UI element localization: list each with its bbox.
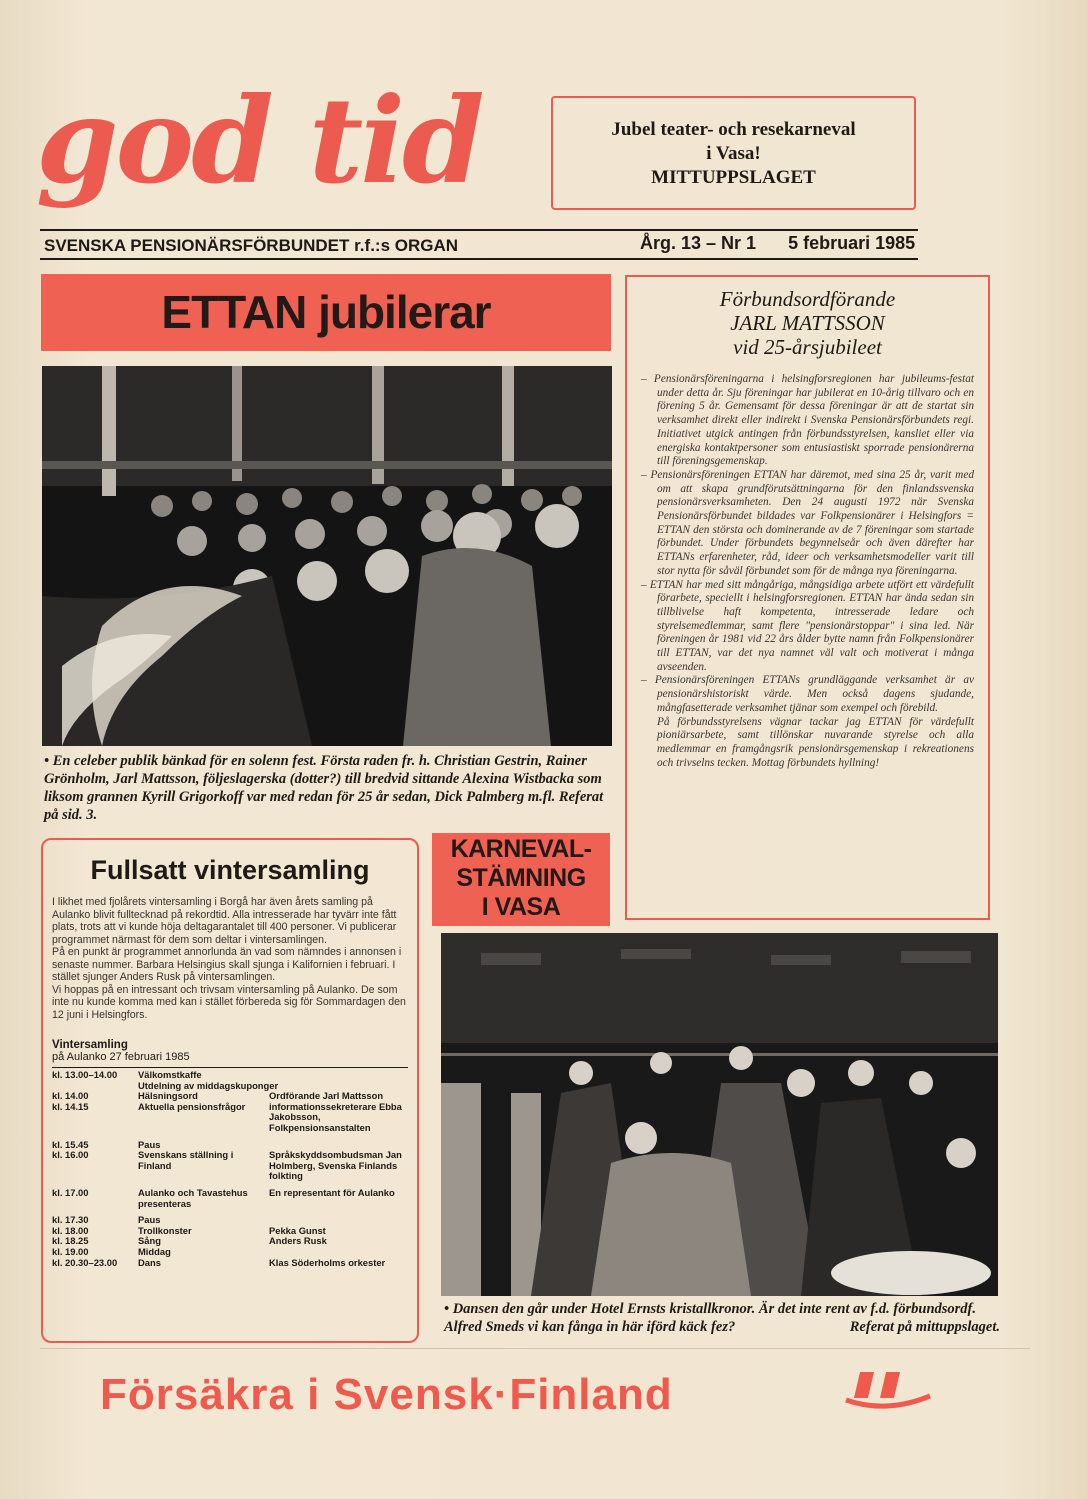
column-paragraph: – Pensionärsföreningen ETTAN har däremot, med sina 25 år, varit med om att skapa grundförutsättningarna för den finlandssvenska pensionärsverksamheten. Den 24 augusti 1972 när Svenska Pensionärsförbundet bildades var Folkpensionärer i Helsingfors = ETTAN den största och dominerande av de 7 föreningar som startade förbundet. Under förbundets begynnelseår och även därefter har ETTANs erfarenheter, råd, ideer och verksamhetsmodeller varit till stor nytta för såväl förbundet som för de många nya föreningarna. [641,468,974,577]
schedule-who: informationssekreterare Ebba Jakobsson, Folkpensionsanstalten [269,1100,402,1133]
organization-line: SVENSKA PENSIONÄRSFÖRBUNDET r.f.:s ORGAN [44,236,459,255]
column-paragraph: – Pensionärsföreningen ETTANs grundläggande verksamhet är av pensionärshistoriskt värde. Men också dagens sjudande, mångfasetterade verksamhet tjänar som exempel och förebild. [641,674,974,714]
audience-photo [42,366,612,746]
dance-photo-caption [444,1300,1000,1336]
schedule-item: Paus [138,1138,161,1150]
schedule-row [52,1188,408,1209]
dance-caption-line: • Dansen den går under Hotel Ernsts kristallkronor. Är det inte rent av f.d. förbundsordf. [444,1301,977,1317]
issue-number: Årg. 13 – Nr 1 [640,233,757,253]
schedule-who: Anders Rusk [269,1235,327,1247]
teaser-line: i Vasa! [706,143,761,164]
carnival-headline-line: I VASA [481,893,561,921]
schedule-row [52,1226,408,1237]
chairman-column [625,275,990,920]
schedule-who [269,1247,408,1258]
lead-photo-caption: • En celeber publik bänkad för en solenn fest. Första raden fr. h. Christian Gestrin, Rainer Grönholm, Jarl Mattsson, följeslagerska (dotter?) till bredvid sittande Alexina Wistbacka som liksom grannen Kyrill Grigorkoff var med redan för 25 år sedan, Dick Palmberg m.fl. Referat på sid. 3. [44,753,604,823]
column-title-line: Förbundsordförande [719,287,896,311]
insurance-ad: Försäkra i Svensk·Finland [100,1370,673,1419]
winter-intro [52,896,408,1021]
schedule-item: Aulanko och Tavastehus presenteras [138,1186,248,1209]
schedule-row [52,1247,408,1258]
schedule-who: Ordförande Jarl Mattsson [269,1090,384,1102]
schedule-who: Klas Söderholms orkester [269,1256,386,1268]
column-paragraph: – ETTAN har med sitt mångåriga, mångsidiga arbete utfört ett värdefullt förarbete, speciellt i helsingforsregionen. ETTAN har ända sedan sin tillblivelse haft kompetenta, intresserade ledare och styrelsemedlemmar, samt flere "pensionärstoppar" i sina led. När föreningen år 1981 vid 22 års ålder bytte namn från Folkpensionärer till ETTAN, var det nya namnet väl valt och motiverat i många avseenden. [641,578,974,673]
winter-paragraph: På en punkt är programmet annorlunda än vad som nämndes i annonsen i senaste nummer. Barbara Helsingius skall sjunga i Kalifornien i februari. I stället sjunger Anders Rusk på vintersamlingen. [52,946,402,983]
schedule-time: kl. 15.45 [52,1138,89,1150]
newspaper-logo: god tid [36,71,482,210]
schedule-time: kl. 17.00 [52,1186,89,1198]
schedule-time: kl. 19.00 [52,1245,89,1257]
schedule-table [52,1067,408,1268]
schedule-item: Aktuella pensionsfrågor [138,1100,246,1112]
dance-photo [441,933,998,1296]
schedule-item: Dans [138,1256,161,1268]
schedule-time: kl. 18.25 [52,1235,89,1247]
schedule-item: Utdelning av middagskuponger [138,1079,279,1091]
schedule-row [52,1258,408,1269]
winter-meeting-box [41,838,419,1343]
winter-paragraph: Vi hoppas på en intressant och trivsam vintersamling på Aulanko. De som inte nu kunde komma med kan i stället förbereda sig för Sommardagen den 12 juni i Helsingfors. [52,983,406,1021]
schedule-row [52,1102,408,1134]
column-closing: På förbundsstyrelsens vägnar tackar jag ETTAN för värdefullt pioniärsarbete, samt tillönskar nuvarande styrelse och alla medlemmar en framgångsrik pensionärsgemenskap i rekreationens och trivselns tecken. Mottag förbundets hyllning! [657,715,974,769]
schedule-subtitle: på Aulanko 27 februari 1985 [52,1051,190,1063]
schedule-row [52,1236,408,1247]
schedule-who [269,1070,408,1081]
schedule-row [52,1150,408,1182]
issue-date: 5 februari 1985 [788,233,916,253]
schedule-item: Sång [138,1235,161,1247]
schedule-who: Språkskyddsombudsman Jan Holmberg, Svenska Finlands folkting [269,1149,402,1182]
schedule-item: Välkomstkaffe [138,1069,202,1080]
column-paragraph: – Pensionärsföreningarna i helsingforsregionen har jubileums-festat under detta år. Sju föreningar har jubilerat en 10-årig tillvaro och en förening 5 år. Gemensamt för dessa föreningar är att de startat sin verksamhet direkt eller indirekt i Svenska Pensionärsförbundets regi. Initiativet utgick antingen från förbundsstyrelsen, kansliet eller via energiska kontaktpersoner som entusiastiskt sporrade pensionärerna till föreningsgemenskap. [641,373,974,468]
column-title-line: JARL MATTSSON [730,311,885,335]
schedule-who: En representant för Aulanko [269,1186,395,1198]
column-title-line: vid 25-årsjubileet [733,335,882,359]
dance-caption-row [444,1318,1000,1336]
schedule-time: kl. 17.30 [52,1214,89,1226]
schedule-item: Trollkonster [138,1224,192,1236]
dance-caption-line: Alfred Smeds vi kan fånga in här iförd käck fez? [444,1319,736,1335]
carnival-headline [432,833,610,926]
teaser-line: Jubel teater- och resekarneval [611,119,856,140]
schedule-row [52,1070,408,1081]
schedule-title: Vintersamling [52,1039,128,1051]
schedule-item: Hälsningsord [138,1090,198,1102]
schedule-time: kl. 14.00 [52,1090,89,1102]
schedule-time: kl. 20.30–23.00 [52,1256,118,1268]
carnival-headline-line: STÄMNING [456,864,586,892]
winter-paragraph: I likhet med fjolårets vintersamling i Borgå har även årets samling på Aulanko blivit fulltecknad på rekordtid. Alla intresserade har tyvärr inte fått plats, trots att vi kunde höja deltagarantalet till 400 personer. Vi publicerar programmet närmast för dem som deltar i vintersamlingen. [52,896,397,946]
schedule-time: kl. 13.00–14.00 [52,1069,118,1080]
winter-headline: Fullsatt vintersamling [90,855,370,885]
schedule-time: kl. 18.00 [52,1224,89,1236]
insurer-logo-icon [842,1364,942,1414]
dance-photo-graphic [441,933,998,1296]
teaser-line: MITTUPPSLAGET [651,167,816,188]
dance-caption-ref: Referat på mittuppslaget. [849,1319,1000,1335]
schedule-who: Pekka Gunst [269,1224,326,1236]
masthead-rule-bottom [40,258,918,260]
lead-headline: ETTAN jubilerar [41,274,611,351]
masthead-rule-top [40,229,918,231]
ad-divider [40,1348,1030,1349]
schedule-time: kl. 14.15 [52,1100,89,1112]
schedule-item: Middag [138,1245,171,1257]
audience-photo-graphic [42,366,612,746]
schedule-item: Paus [138,1214,161,1226]
carnival-headline-line: KARNEVAL- [450,835,592,863]
column-title [641,287,974,359]
schedule-time: kl. 16.00 [52,1149,89,1161]
teaser-box [551,96,916,210]
column-body [641,373,974,770]
schedule-item: Svenskans ställning i Finland [138,1149,234,1171]
issue-info [640,233,915,254]
schedule-row [52,1215,408,1226]
